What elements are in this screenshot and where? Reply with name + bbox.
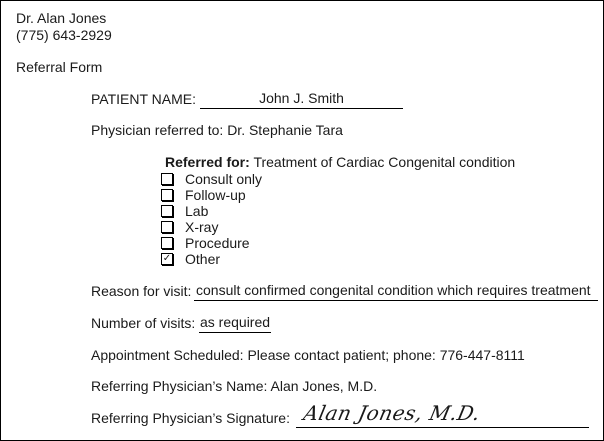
option-label: Other [185, 251, 221, 267]
physician-referred-line [91, 122, 343, 138]
signature-value: Alan Jones, M.D. [301, 401, 483, 425]
appointment-value: Please contact patient; phone: 776-447-8111 [247, 347, 525, 363]
reason-label: Reason for visit: [91, 283, 192, 299]
reason-field[interactable] [194, 282, 598, 301]
appointment-label: Appointment Scheduled: [91, 347, 244, 363]
referring-name-line [91, 378, 377, 394]
option-consult-only[interactable] [161, 171, 262, 187]
option-label: Procedure [185, 235, 250, 251]
referring-name-label: Referring Physician’s Name: [91, 378, 268, 394]
signature-label: Referring Physician’s Signature: [91, 410, 290, 426]
patient-name-label: PATIENT NAME: [91, 91, 197, 107]
checkbox-procedure[interactable] [161, 237, 173, 249]
option-label: Follow-up [185, 187, 246, 203]
doctor-name: Dr. Alan Jones [16, 10, 107, 26]
referred-for-line [165, 154, 515, 170]
check-mark-icon: ✓ [162, 253, 172, 264]
option-lab[interactable] [161, 203, 208, 219]
option-label: Lab [185, 203, 209, 219]
visits-label: Number of visits: [91, 315, 196, 331]
patient-name-value: John J. Smith [259, 90, 344, 106]
referring-name-value: Alan Jones, M.D. [270, 378, 378, 394]
physician-referred-label: Physician referred to: [91, 122, 224, 138]
checkbox-other[interactable] [161, 253, 173, 265]
form-title: Referral Form [16, 59, 103, 75]
option-follow-up[interactable] [161, 187, 246, 203]
patient-name-field[interactable] [200, 90, 403, 109]
visits-field[interactable] [199, 314, 271, 333]
option-label: Consult only [185, 171, 263, 187]
signature-field[interactable] [296, 401, 589, 428]
option-procedure[interactable] [161, 235, 250, 251]
visits-value: as required [200, 314, 271, 330]
checkbox-consult-only[interactable] [161, 173, 173, 185]
reason-value: consult confirmed congenital condition which requires treatment [196, 282, 591, 298]
checkbox-follow-up[interactable] [161, 189, 173, 201]
option-x-ray[interactable] [161, 219, 218, 235]
option-label: X-ray [185, 219, 219, 235]
appointment-line [91, 347, 525, 363]
option-other[interactable] [161, 251, 220, 267]
referred-for-label: Referred for: [165, 154, 250, 170]
referred-for-value: Treatment of Cardiac Congenital condition [253, 154, 516, 170]
doctor-phone: (775) 643-2929 [16, 27, 112, 43]
physician-referred-value: Dr. Stephanie Tara [227, 122, 343, 138]
checkbox-lab[interactable] [161, 205, 173, 217]
checkbox-x-ray[interactable] [161, 221, 173, 233]
